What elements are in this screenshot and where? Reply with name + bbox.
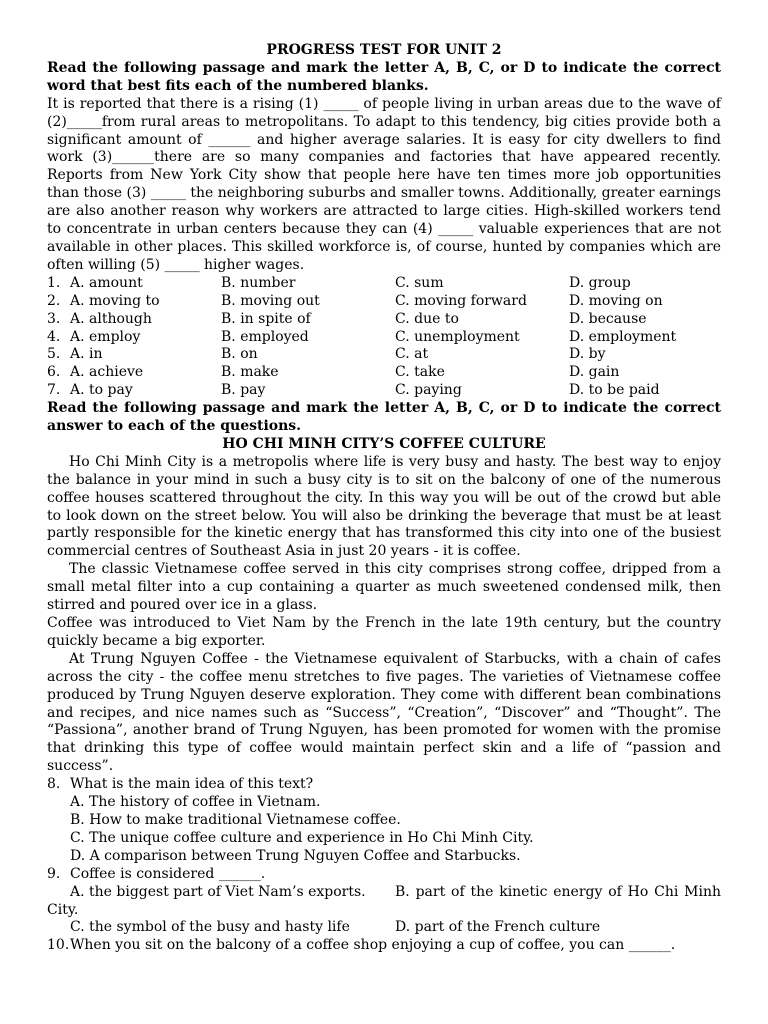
section1-instruction: Read the following passage and mark the letter A, B, C, or D to indicate the correct word that best fits each of the numbered blanks. [47, 59, 721, 94]
option-c: C. moving forward [395, 292, 527, 309]
option-b: B. number [221, 274, 296, 291]
option-a: A. although [70, 310, 152, 327]
option-d: D. group [569, 274, 631, 291]
option-row-7 [47, 382, 721, 400]
option-number: 5. [47, 346, 61, 363]
option-number: 7. [47, 382, 61, 399]
question-number: 10. [47, 937, 70, 954]
option-c: C. paying [395, 382, 462, 399]
section1-passage: It is reported that there is a rising (1) _____ of people living in urban areas due to the wave of (2)_____from rural areas to metropolitans. To adapt to this tendency, big cities provide both a significant amount of ______ and higher average salaries. It is easy for city dwellers to find work (3)______there are so many companies and factories that have appeared recently. Reports from New York City show that people here have ten times more job opportunities than those (3) _____ the neighboring suburbs and smaller towns. Additionally, greater earnings are also another reason why workers are attracted to large cities. High-skilled workers tend to concentrate in urban centers because they can (4) _____ valuable experiences that are not available in other places. This skilled workforce is, of course, hunted by companies which are often willing (5) _____ higher wages. [47, 95, 721, 273]
option-d: D. gain [569, 364, 620, 381]
option-d: D. to be paid [569, 382, 660, 399]
passage-paragraph-2: The classic Vietnamese coffee served in this city comprises strong coffee, dripped from a small metal filter into a cup containing a quarter as much sweetened condensed milk, then stirred and poured over ice in a glass. [47, 561, 721, 614]
option-row-5 [47, 346, 721, 364]
passage-paragraph-3: Coffee was introduced to Viet Nam by the French in the late 19th century, but the country quickly became a big exporter. [47, 615, 721, 649]
option-a: A. employ [70, 328, 141, 345]
question-8-stem [47, 776, 721, 794]
option-d: D. by [569, 346, 606, 363]
question-text: What is the main idea of this text? [70, 776, 314, 793]
question-text: Coffee is considered ______. [70, 865, 266, 882]
option-c: C. sum [395, 274, 444, 291]
option-number: 4. [47, 328, 61, 345]
option-b: B. make [221, 364, 279, 381]
section1-options [47, 275, 721, 400]
option-number: 1. [47, 274, 61, 291]
option-row-4 [47, 329, 721, 347]
option-d: D. employment [569, 328, 677, 345]
answer-ab-line [47, 884, 721, 920]
question-9 [47, 866, 721, 938]
page-title: PROGRESS TEST FOR UNIT 2 [266, 42, 502, 58]
option-c: C. at [395, 346, 429, 363]
question-number: 9. [47, 865, 61, 882]
option-number: 3. [47, 310, 61, 327]
question-number: 8. [47, 776, 61, 793]
option-row-1 [47, 275, 721, 293]
option-row-6 [47, 364, 721, 382]
question-10 [47, 937, 721, 955]
question-10-stem [47, 937, 721, 955]
answer-d: D. part of the French culture [395, 919, 601, 936]
question-9-stem [47, 866, 721, 884]
option-b: B. in spite of [221, 310, 311, 327]
option-row-2 [47, 293, 721, 311]
option-b: B. on [221, 346, 258, 363]
answer-b: B. part of the kinetic energy of Ho Chi Minh City. [47, 883, 721, 918]
option-c: C. take [395, 364, 445, 381]
question-text: When you sit on the balcony of a coffee shop enjoying a cup of coffee, you can ______. [70, 937, 676, 954]
option-row-3 [47, 311, 721, 329]
answer-a: A. The history of coffee in Vietnam. [70, 794, 321, 811]
option-d: D. moving on [569, 292, 663, 309]
option-c: C. due to [395, 310, 459, 327]
section2-instruction: Read the following passage and mark the letter A, B, C, or D to indicate the correct answer to each of the questions. [47, 400, 721, 435]
passage-heading: HO CHI MINH CITY’S COFFEE CULTURE [222, 435, 546, 452]
answer-c: C. the symbol of the busy and hasty life [70, 919, 350, 936]
answer-d: D. A comparison between Trung Nguyen Coffee and Starbucks. [70, 847, 521, 864]
option-b: B. employed [221, 328, 309, 345]
option-a: A. achieve [70, 364, 144, 381]
answer-a: A. the biggest part of Viet Nam’s exports. [70, 883, 366, 900]
passage-paragraph-4: At Trung Nguyen Coffee - the Vietnamese equivalent of Starbucks, with a chain of cafes across the city - the coffee menu stretches to five pages. The varieties of Vietnamese coffee produced by Trung Nguyen deserve exploration. They come with different bean combinations and recipes, and nice names such as “Success”, “Creation”, “Discover” and “Thought”. The “Passiona”, another brand of Trung Nguyen, has been promoted for women with the promise that drinking this type of coffee would maintain perfect skin and a life of “passion and success”. [47, 650, 721, 775]
passage-paragraph-1: Ho Chi Minh City is a metropolis where life is very busy and hasty. The best way to enjoy the balance in your mind in such a busy city is to sit on the balcony of one of the numerous coffee houses scattered throughout the city. In this way you will be out of the crowd but able to look down on the street below. You will also be drinking the beverage that must be at least partly responsible for the kinetic energy that has transformed this city into one of the busiest commercial centres of Southeast Asia in just 20 years - it is coffee. [47, 453, 721, 560]
option-number: 6. [47, 364, 61, 381]
option-b: B. pay [221, 382, 266, 399]
option-number: 2. [47, 292, 61, 309]
option-c: C. unemployment [395, 328, 520, 345]
question-8 [47, 776, 721, 866]
option-a: A. moving to [70, 292, 160, 309]
option-a: A. in [70, 346, 103, 363]
option-a: A. amount [70, 274, 143, 291]
answer-b: B. How to make traditional Vietnamese coffee. [70, 811, 401, 828]
option-d: D. because [569, 310, 647, 327]
option-a: A. to pay [70, 382, 133, 399]
answer-cd-line [47, 919, 721, 937]
answer-c: C. The unique coffee culture and experience in Ho Chi Minh City. [70, 829, 534, 846]
option-b: B. moving out [221, 292, 320, 309]
